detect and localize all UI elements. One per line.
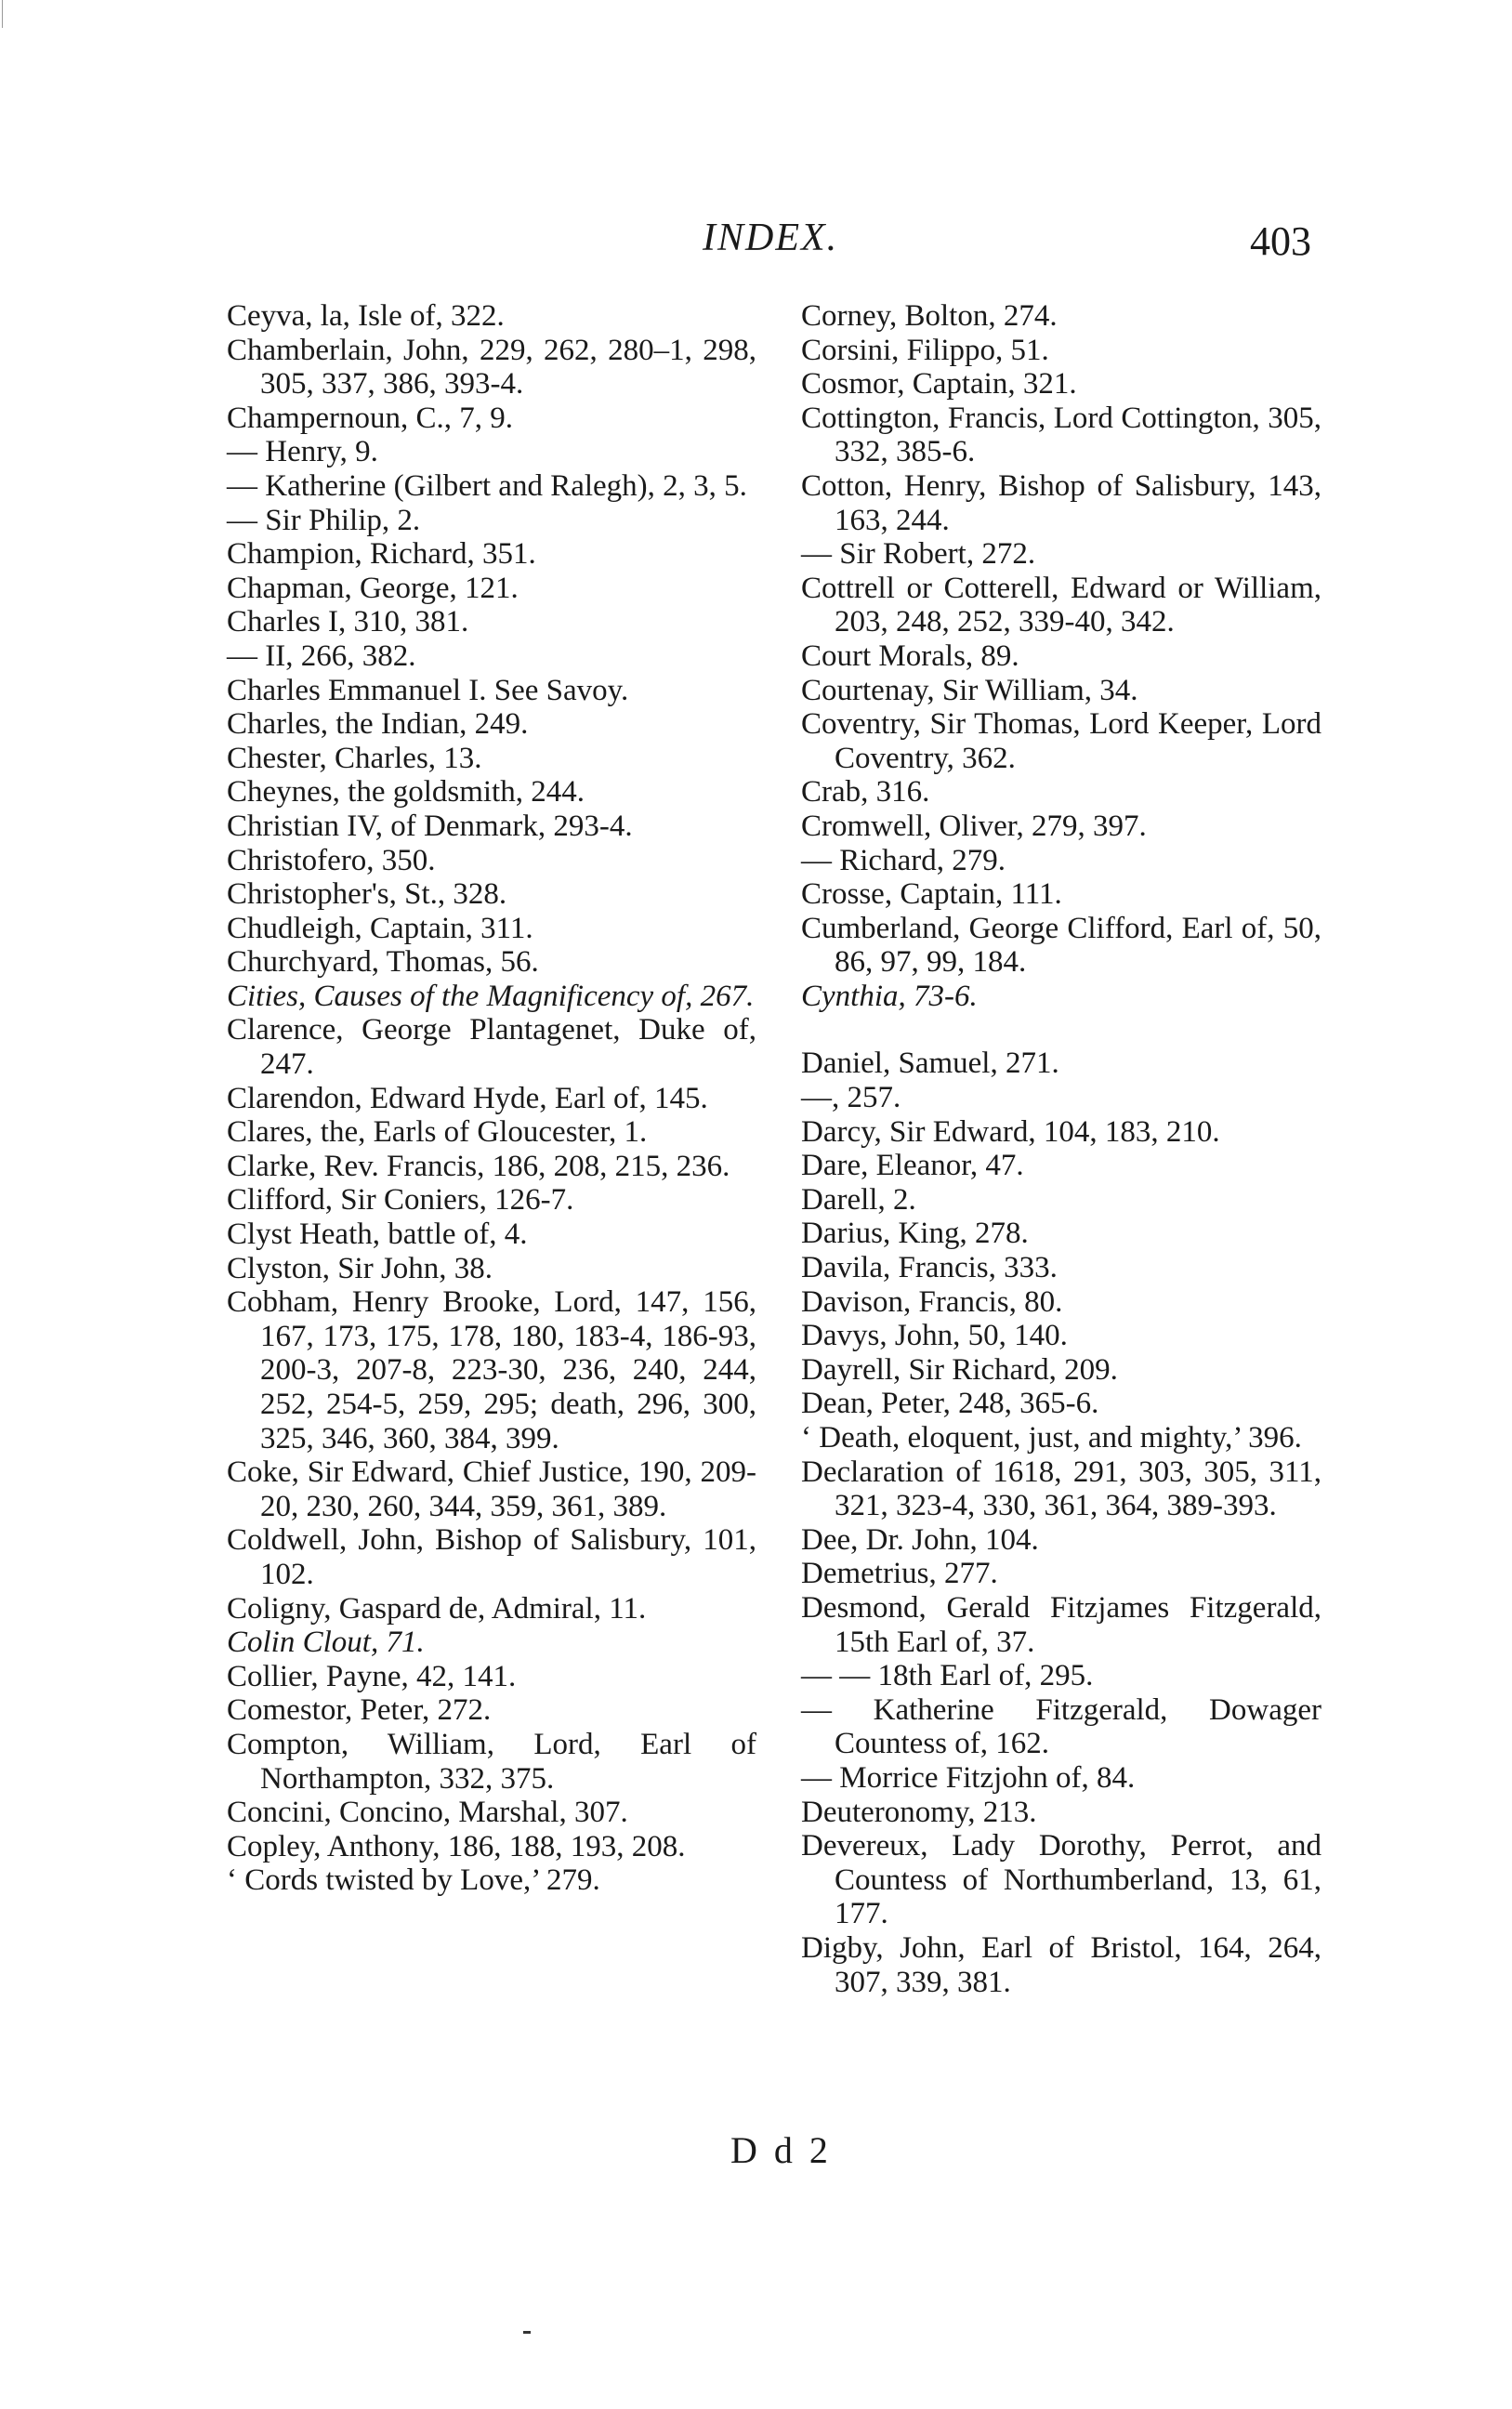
index-entry: —, 257. xyxy=(801,1081,901,1115)
index-entry: Courtenay, Sir William, 34. xyxy=(801,673,1138,707)
index-entry: Digby, John, Earl of Bristol, 164, 264, 307, 339, 381. xyxy=(801,1930,1321,1999)
index-entry: Charles I, 310, 381. xyxy=(227,605,469,639)
index-entry: — II, 266, 382. xyxy=(227,638,416,673)
stray-ink-mark xyxy=(523,2331,531,2334)
index-entry: Christian IV, of Denmark, 293-4. xyxy=(227,809,633,843)
index-entry: — Sir Robert, 272. xyxy=(801,537,1036,572)
index-entry: ‘ Cords twisted by Love,’ 279. xyxy=(227,1863,600,1898)
index-entry: Coventry, Sir Thomas, Lord Keeper, Lord Coventry, 362. xyxy=(801,707,1321,775)
index-entry: Cheynes, the goldsmith, 244. xyxy=(227,775,585,810)
index-entry: Desmond, Gerald Fitzjames Fitzgerald, 15th Earl of, 37. xyxy=(801,1590,1321,1659)
index-entry: Deuteronomy, 213. xyxy=(801,1795,1037,1829)
index-entry: Christopher's, St., 328. xyxy=(227,877,507,912)
index-entry: Ceyva, la, Isle of, 322. xyxy=(227,299,505,333)
index-entry: Coke, Sir Edward, Chief Justice, 190, 209-20, 230, 260, 344, 359, 361, 389. xyxy=(227,1455,756,1523)
index-entry: Concini, Concino, Marshal, 307. xyxy=(227,1796,628,1830)
index-column-left xyxy=(227,299,756,1898)
index-entry: Clarence, George Plantagenet, Duke of, 247. xyxy=(227,1013,756,1082)
index-entry: Cottington, Francis, Lord Cottington, 305, 332, 385-6. xyxy=(801,401,1321,469)
index-entry: — Sir Philip, 2. xyxy=(227,503,421,537)
index-entry: Champion, Richard, 351. xyxy=(227,537,536,572)
index-entry: Clarendon, Edward Hyde, Earl of, 145. xyxy=(227,1081,708,1115)
index-entry: Corney, Bolton, 274. xyxy=(801,299,1058,333)
index-entry: Cosmor, Captain, 321. xyxy=(801,367,1077,402)
index-entry: Darcy, Sir Edward, 104, 183, 210. xyxy=(801,1114,1220,1149)
index-entry: — — 18th Earl of, 295. xyxy=(801,1659,1094,1693)
index-entry: Darell, 2. xyxy=(801,1182,916,1217)
index-entry: Coligny, Gaspard de, Admiral, 11. xyxy=(227,1591,647,1626)
index-entry: ‘ Death, eloquent, just, and mighty,’ 396. xyxy=(801,1421,1302,1455)
index-entry: — Henry, 9. xyxy=(227,435,378,469)
index-entry: Corsini, Filippo, 51. xyxy=(801,333,1049,367)
index-entry: — Morrice Fitzjohn of, 84. xyxy=(801,1760,1136,1795)
scan-edge-mark xyxy=(2,0,23,28)
index-entry: Devereux, Lady Dorothy, Perrot, and Countess of Northumberland, 13, 61, 177. xyxy=(801,1829,1321,1931)
index-column-right xyxy=(801,299,1321,1999)
index-entry: Clifford, Sir Coniers, 126-7. xyxy=(227,1183,574,1218)
index-entry: Cottrell or Cotterell, Edward or William, 203, 248, 252, 339-40, 342. xyxy=(801,571,1321,639)
index-entry: Dare, Eleanor, 47. xyxy=(801,1149,1024,1183)
page-number: 403 xyxy=(1250,218,1311,264)
index-entry: Collier, Payne, 42, 141. xyxy=(227,1659,517,1693)
index-entry: Clarke, Rev. Francis, 186, 208, 215, 236. xyxy=(227,1149,730,1183)
index-entry: Chudleigh, Captain, 311. xyxy=(227,911,533,945)
index-entry: Chapman, George, 121. xyxy=(227,571,519,605)
index-entry: Clyst Heath, battle of, 4. xyxy=(227,1218,528,1252)
index-entry: Daniel, Samuel, 271. xyxy=(801,1047,1059,1081)
index-entry: Crosse, Captain, 111. xyxy=(801,877,1062,912)
index-entry: Compton, William, Lord, Earl of Northampton, 332, 375. xyxy=(227,1727,756,1796)
page-title: INDEX. xyxy=(703,217,839,259)
index-entry: Colin Clout, 71. xyxy=(227,1626,425,1660)
index-entry: Clyston, Sir John, 38. xyxy=(227,1251,493,1285)
index-entry: — Katherine Fitzgerald, Dowager Countess of, 162. xyxy=(801,1692,1321,1761)
index-entry: Charles, the Indian, 249. xyxy=(227,707,529,742)
index-entry: Chamberlain, John, 229, 262, 280–1, 298, 305, 337, 386, 393-4. xyxy=(227,333,756,402)
index-entry: Cotton, Henry, Bishop of Salisbury, 143, 163, 244. xyxy=(801,468,1321,537)
index-entry: Dean, Peter, 248, 365-6. xyxy=(801,1387,1099,1421)
index-entry: Crab, 316. xyxy=(801,775,930,810)
index-entry: Churchyard, Thomas, 56. xyxy=(227,945,539,980)
index-entry: — Richard, 279. xyxy=(801,843,1006,877)
index-entry: Cobham, Henry Brooke, Lord, 147, 156, 167, 173, 175, 178, 180, 183-4, 186-93, 200-3, 207-8, 223-30, 236, 240, 244, 252, 254-5, 259, 295; death, 296, 300, 325, 346, 360, 384, 399. xyxy=(227,1285,756,1455)
index-entry: Demetrius, 277. xyxy=(801,1557,998,1591)
index-entry: Charles Emmanuel I. See Savoy. xyxy=(227,673,629,707)
index-entry: Court Morals, 89. xyxy=(801,638,1019,673)
index-entry: Cynthia, 73-6. xyxy=(801,979,978,1013)
index-entry: Davila, Francis, 333. xyxy=(801,1251,1058,1285)
index-entry: Davison, Francis, 80. xyxy=(801,1284,1063,1319)
index-entry: — Katherine (Gilbert and Ralegh), 2, 3, 5. xyxy=(227,468,747,503)
index-entry: Chester, Charles, 13. xyxy=(227,741,482,775)
index-entry: Cromwell, Oliver, 279, 397. xyxy=(801,809,1147,843)
index-entry: Coldwell, John, Bishop of Salisbury, 101, 102. xyxy=(227,1523,756,1591)
index-entry: Dayrell, Sir Richard, 209. xyxy=(801,1352,1118,1387)
index-entry: Declaration of 1618, 291, 303, 305, 311, 321, 323-4, 330, 361, 364, 389-393. xyxy=(801,1455,1321,1523)
index-entry: Champernoun, C., 7, 9. xyxy=(227,401,513,435)
index-entry: Davys, John, 50, 140. xyxy=(801,1319,1068,1353)
index-entry: Cumberland, George Clifford, Earl of, 50, 86, 97, 99, 184. xyxy=(801,911,1321,980)
index-entry: Clares, the, Earls of Gloucester, 1. xyxy=(227,1115,648,1150)
index-entry: Comestor, Peter, 272. xyxy=(227,1693,492,1728)
index-entry: Christofero, 350. xyxy=(227,843,436,877)
printer-signature-mark: D d 2 xyxy=(730,2129,832,2171)
index-entry: Cities, Causes of the Magnificency of, 267. xyxy=(227,979,755,1013)
index-entry: Darius, King, 278. xyxy=(801,1217,1029,1251)
index-entry: Dee, Dr. John, 104. xyxy=(801,1522,1039,1557)
index-entry: Copley, Anthony, 186, 188, 193, 208. xyxy=(227,1829,686,1863)
